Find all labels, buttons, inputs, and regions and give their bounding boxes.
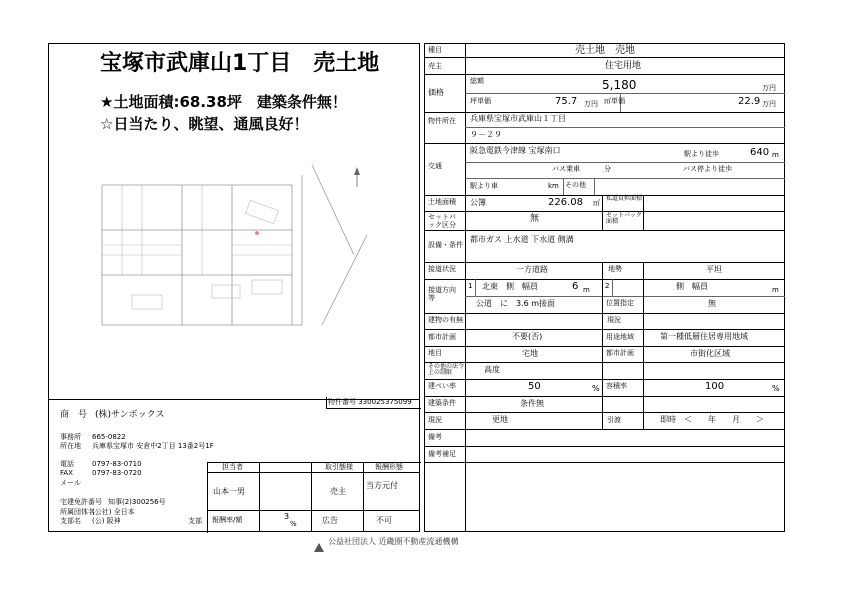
label-building: 建物の有無 xyxy=(428,316,463,324)
urbanization-value: 市街化区域 xyxy=(690,349,730,358)
address-line2: ９－２９ xyxy=(470,130,502,139)
setback-value: 無 xyxy=(530,214,540,224)
land-area-headline: ★土地面積:68.38坪 建築条件無！ xyxy=(100,93,347,111)
area-kind: 公簿 xyxy=(470,198,486,207)
facilities-value: 都市ガス 上水道 下水道 側溝 xyxy=(470,235,574,244)
zone-value: 第一種低層住居専用地域 xyxy=(660,332,748,341)
branch-suffix: 支部 xyxy=(188,517,202,525)
label-location: 物件所在 xyxy=(428,117,456,125)
label-status: 現況 xyxy=(428,416,442,424)
label-setback: セットバック区分 xyxy=(428,213,456,229)
reward-header: 報酬形態 xyxy=(375,463,403,471)
property-number: 物件番号 330025375099 xyxy=(328,398,412,406)
other-limits-value: 高度 xyxy=(484,365,500,374)
label-building-conditions: 建築条件 xyxy=(428,399,456,407)
tsubo-label: 坪単価 xyxy=(470,97,491,105)
city-plan-value: 不要(否) xyxy=(512,332,543,341)
fax-label: FAX xyxy=(60,469,73,477)
car-label: 駅より車 xyxy=(470,182,498,190)
property-type: 売土地 売地 xyxy=(575,45,635,56)
property-use: 住宅用地 xyxy=(605,61,642,71)
road1-direction: 北東 側 幅員 xyxy=(482,282,538,291)
label-remarks: 備考 xyxy=(428,433,442,441)
sqm-price: 22.9 xyxy=(738,96,761,107)
company-name: (株)サンボックス xyxy=(95,410,165,420)
tsubo-price: 75.7 xyxy=(555,96,578,107)
position-value: 無 xyxy=(708,299,716,308)
label-connect: 接道状況 xyxy=(428,265,456,273)
setback-area-label: セットバック面積 xyxy=(606,212,642,226)
label-city-plan: 都市計画 xyxy=(428,333,456,341)
bus-label: バス乗車 xyxy=(552,165,580,173)
site-plan-map xyxy=(92,155,384,335)
office-label: 事務所 xyxy=(60,433,81,441)
road2-unit: m xyxy=(772,286,779,294)
assoc-label: 所属団体名 xyxy=(60,508,95,516)
listing-title: 宝塚市武庫山1丁目 売土地 xyxy=(100,51,380,76)
road1-width: 6 xyxy=(572,281,579,292)
far-value: 100 xyxy=(705,381,725,392)
road-connection: 一方道路 xyxy=(516,265,548,274)
price-label: 総額 xyxy=(470,77,484,85)
sqm-label: ㎡単価 xyxy=(604,97,625,105)
ground-value: 平坦 xyxy=(706,265,722,274)
tel-label: 電話 xyxy=(60,460,74,468)
address-line1: 兵庫県宝塚市武庫山１丁目 xyxy=(470,114,566,123)
road1-unit: m xyxy=(583,286,590,294)
label-land-area: 土地面積 xyxy=(428,198,456,206)
far-unit: % xyxy=(772,384,780,393)
label-coverage: 建ぺい率 xyxy=(428,382,456,390)
fax-number: 0797-83-0720 xyxy=(92,469,142,477)
license-label: 宅建免許番号 xyxy=(60,498,102,506)
walk-unit: m xyxy=(772,151,779,159)
land-category-value: 宅地 xyxy=(522,349,538,358)
status-value: 更地 xyxy=(492,415,508,424)
label-remarks-extra: 備考補足 xyxy=(428,450,456,458)
label-traffic: 交通 xyxy=(428,162,442,170)
label-city-planning: 都市計画 xyxy=(606,349,634,357)
label-kind: 売主 xyxy=(428,62,442,70)
price-unit: 万円 xyxy=(762,84,776,92)
bus-walk-label: バス停より徒歩 xyxy=(683,165,732,173)
footer-association: 公益社団法人 近畿圏不動産流通機構 xyxy=(328,537,459,546)
label-position: 位置指定 xyxy=(606,299,634,307)
tel-number: 0797-83-0710 xyxy=(92,460,142,468)
private-road-label: 私道負担面積 xyxy=(606,195,643,202)
sqm-unit: 万円 xyxy=(762,100,776,108)
feature-headline: ☆日当たり、眺望、通風良好！ xyxy=(100,115,309,133)
label-current: 現況 xyxy=(607,316,621,324)
label-ground: 地勢 xyxy=(608,265,622,273)
label-handover: 引渡 xyxy=(607,416,621,424)
assoc-name: (公社) 全日本 xyxy=(92,508,135,516)
fee-value: 3 xyxy=(284,512,290,521)
other-transport-label: その他 xyxy=(565,181,586,189)
branch-label: 支部名 xyxy=(60,517,81,525)
road-frontage: 公道 に 3.6 m接面 xyxy=(476,299,556,308)
label-zone: 用途地域 xyxy=(606,333,634,341)
road2-direction: 側 幅員 xyxy=(676,282,708,291)
mail-label: メール xyxy=(60,479,81,487)
tsubo-unit: 万円 xyxy=(584,100,598,108)
price-total: 5,180 xyxy=(602,78,637,92)
office-zip: 665-0822 xyxy=(92,433,126,441)
handover-value: 即時 ＜ 年 月 ＞ xyxy=(660,415,764,424)
building-conditions-value: 条件無 xyxy=(520,399,544,408)
road2-number: 2 xyxy=(605,282,610,290)
label-facilities: 設備・条件 xyxy=(428,241,463,249)
fee-label: 報酬率/額 xyxy=(212,516,243,524)
road1-number: 1 xyxy=(468,282,473,290)
walk-label: 駅より徒歩 xyxy=(684,150,719,158)
office-address: 兵庫県宝塚市 安倉中2丁目 13番2号1F xyxy=(92,442,214,450)
branch-name: (公) 阪神 xyxy=(92,517,121,525)
reward-type: 当方元付 xyxy=(366,481,398,490)
staff-name: 山本一男 xyxy=(213,487,245,496)
ad-permission: 不可 xyxy=(376,516,392,525)
staff-header: 担当者 xyxy=(222,463,243,471)
coverage-value: 50 xyxy=(528,381,541,392)
address-label: 所在地 xyxy=(60,442,81,450)
ad-label: 広告 xyxy=(322,516,338,525)
label-price: 価格 xyxy=(428,88,444,97)
trade-status-header: 取引態様 xyxy=(325,463,353,471)
label-road-direction: 接道方向等 xyxy=(428,286,456,303)
walk-distance: 640 xyxy=(750,147,770,158)
label-far: 容積率 xyxy=(606,382,627,390)
trade-status: 売主 xyxy=(330,487,346,496)
car-unit: km xyxy=(548,182,559,190)
license-number: 知事(2)300256号 xyxy=(108,498,166,506)
fee-unit: % xyxy=(290,520,297,528)
land-area: 226.08 xyxy=(548,197,583,208)
label-other-limits: その他の法令上の制限 xyxy=(428,363,465,377)
label-type: 種目 xyxy=(428,46,442,54)
bus-unit: 分 xyxy=(604,165,611,173)
company-label: 商 号 xyxy=(60,410,88,420)
coverage-unit: % xyxy=(592,384,600,393)
label-land-category: 地目 xyxy=(428,349,442,357)
association-logo-icon xyxy=(314,537,324,546)
land-area-unit: ㎡ xyxy=(593,199,600,207)
rail-line: 阪急電鉄今津線 宝塚南口 xyxy=(470,146,561,155)
